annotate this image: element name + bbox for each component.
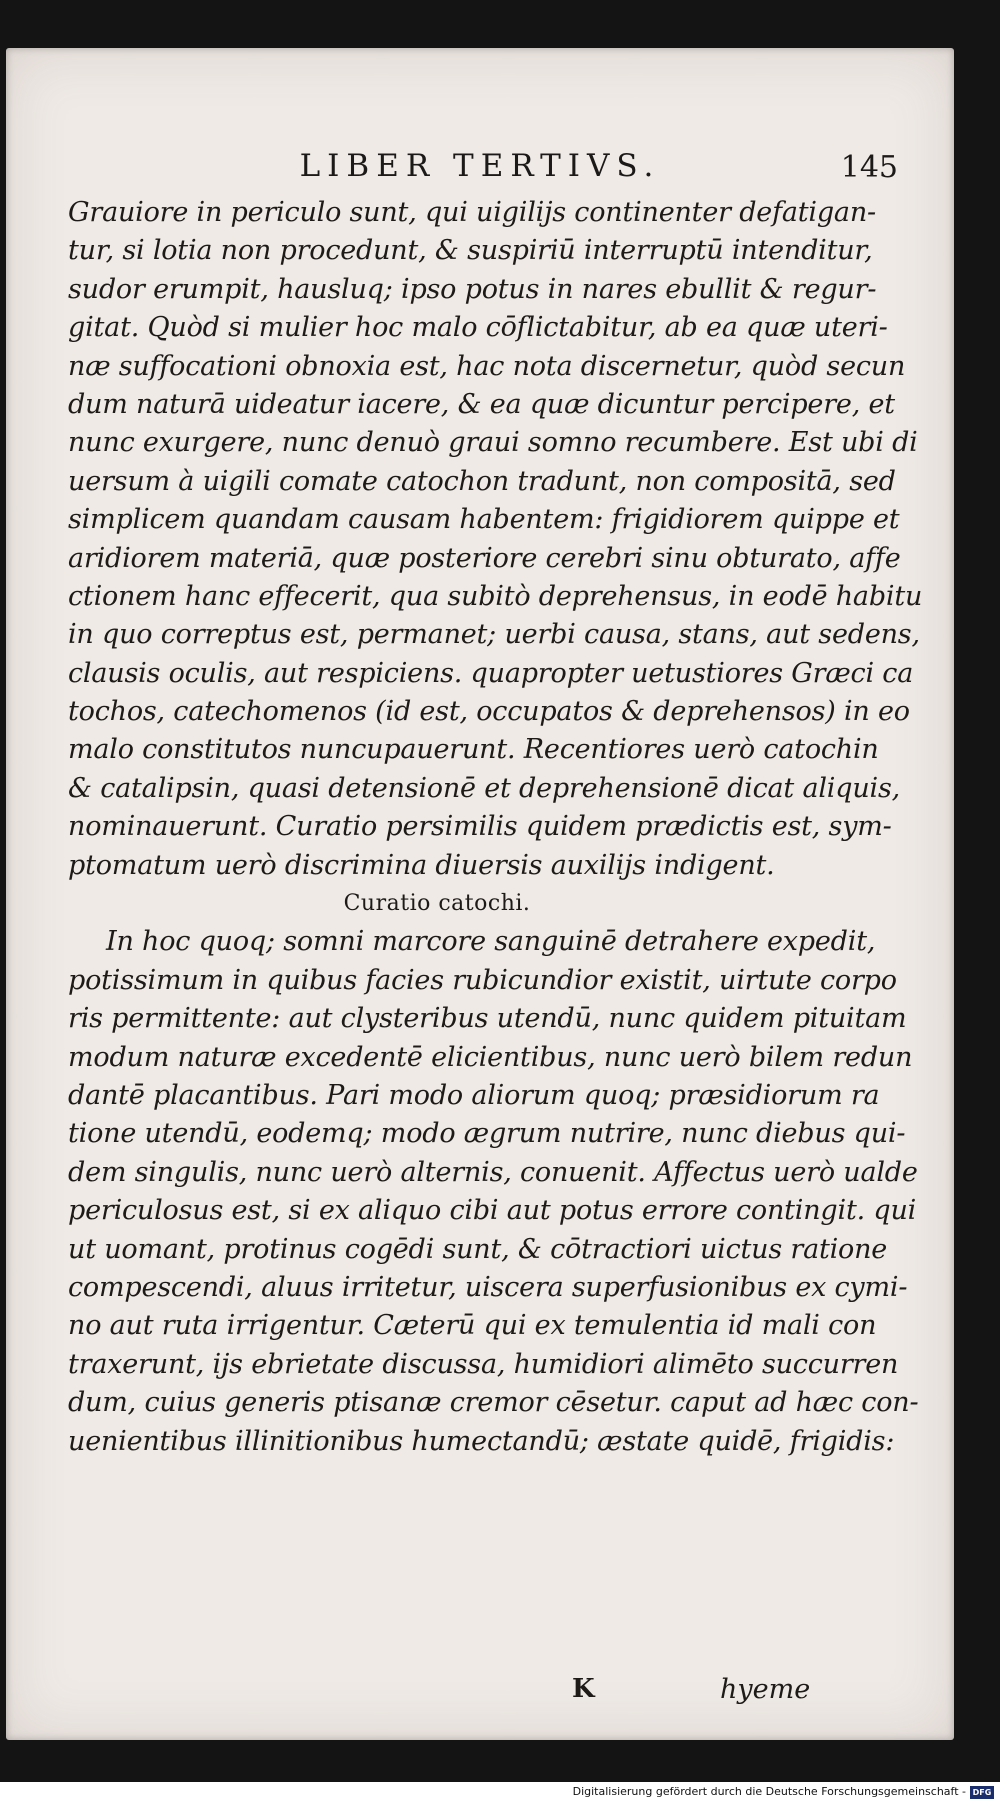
- text-line: & catalipsin, quasi detensionē et deprehensionē dicat aliquis,: [68, 772, 900, 804]
- text-line: uersum à uigili comate catochon tradunt, non compositā, sed: [68, 465, 896, 497]
- text-line: clausis oculis, aut respiciens. quapropter uetustiores Græci ca: [68, 657, 914, 689]
- text-line: Grauiore in periculo sunt, qui uigilijs continenter defatigan-: [68, 197, 876, 228]
- text-line: malo constitutos nuncupauerunt. Recentiores uerò catochin: [68, 734, 879, 766]
- text-line: tione utendū, eodemq; modo ægrum nutrire, nunc diebus qui-: [68, 1118, 906, 1150]
- catchword: hyeme: [720, 1674, 811, 1705]
- text-line: nunc exurgere, nunc denuò graui somno recumbere. Est ubi di: [68, 427, 918, 459]
- section-heading: Curatio catochi.: [343, 891, 531, 917]
- text-line: no aut ruta irrigentur. Cæterū qui ex temulentia id mali con: [68, 1310, 877, 1342]
- text-line: næ suffocationi obnoxia est, hac nota discernetur, quòd secun: [68, 350, 906, 382]
- text-line: uenientibus illinitionibus humectandū; æstate quidē, frigidis:: [68, 1425, 895, 1457]
- text-line: dum, cuius generis ptisanæ cremor cēsetur. caput ad hæc con-: [68, 1387, 919, 1419]
- text-line: gitat. Quòd si mulier hoc malo cōflictabitur, ab ea quæ uteri-: [68, 312, 888, 344]
- text-line: compescendi, aluus irritetur, uiscera superfusionibus ex cymi-: [68, 1271, 908, 1303]
- text-line: sudor erumpit, hausluq; ipso potus in nares ebullit & regur-: [68, 273, 877, 305]
- signature-mark: K: [572, 1674, 595, 1704]
- text-line: potissimum in quibus facies rubicundior existit, uirtute corpo: [68, 964, 897, 996]
- page-number: 145: [840, 150, 898, 185]
- text-line: traxerunt, ijs ebrietate discussa, humidiori alimēto succurren: [68, 1348, 899, 1380]
- funding-credit: Digitalisierung gefördert durch die Deutsche Forschungsgemeinschaft -: [572, 1785, 966, 1798]
- text-line: in quo correptus est, permanet; uerbi causa, stans, aut sedens,: [68, 619, 920, 651]
- text-line: ris permittente: aut clysteribus utendū, nunc quidem pituitam: [68, 1003, 907, 1035]
- catchline: [6, 1674, 954, 1714]
- page-header: [6, 148, 954, 188]
- text-line: modum naturæ excedentē elicientibus, nunc uerò bilem redun: [68, 1041, 913, 1073]
- digitization-footer: [0, 1782, 1000, 1804]
- text-line: ut uomant, protinus cogēdi sunt, & cōtractiori uictus ratione: [68, 1233, 888, 1265]
- running-head: LIBER TERTIVS.: [299, 148, 661, 184]
- text-line: periculosus est, si ex aliquo cibi aut potus errore contingit. qui: [68, 1195, 917, 1227]
- text-line: tochos, catechomenos (id est, occupatos & deprehensos) in eo: [68, 696, 910, 728]
- book-page: [6, 48, 954, 1740]
- text-line: nominauerunt. Curatio persimilis quidem prædictis est, sym-: [68, 811, 892, 843]
- text-line: ctionem hanc effecerit, qua subitò deprehensus, in eodē habitu: [68, 580, 923, 612]
- text-line: dem singulis, nunc uerò alternis, conuenit. Affectus uerò ualde: [68, 1156, 918, 1188]
- text-line: aridiorem materiā, quæ posteriore cerebri sinu obturato, affe: [68, 542, 901, 574]
- dfg-logo-icon: DFG: [970, 1786, 994, 1799]
- text-line: tur, si lotia non procedunt, & suspiriū interruptū intenditur,: [68, 235, 873, 267]
- text-line: ptomatum uerò discrimina diuersis auxilijs indigent.: [68, 849, 775, 881]
- text-line: dantē placantibus. Pari modo aliorum quoq; præsidiorum ra: [68, 1079, 880, 1111]
- text-line: simplicem quandam causam habentem: frigidiorem quippe et: [68, 504, 900, 536]
- text-line: In hoc quoq; somni marcore sanguinē detrahere expedit,: [106, 926, 876, 958]
- main-text: [68, 194, 923, 1461]
- text-line: dum naturā uideatur iacere, & ea quæ dicuntur percipere, et: [68, 388, 895, 420]
